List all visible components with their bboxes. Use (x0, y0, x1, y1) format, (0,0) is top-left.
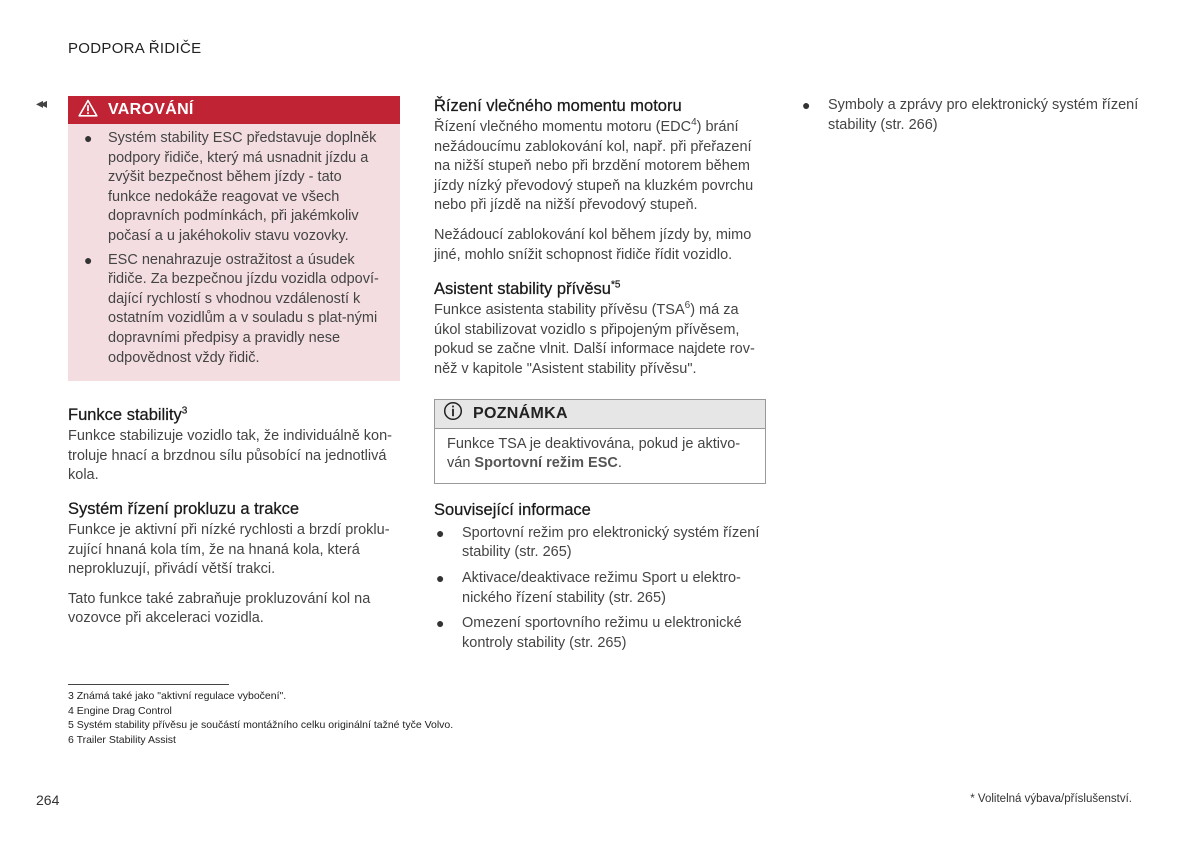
column-middle (434, 96, 766, 659)
warning-item (82, 251, 386, 369)
stability-text: Funkce stabilizuje vozidlo tak, že individuálně kon-troluje hnací a brzdnou sílu působící na jednotlivá kola. (68, 428, 393, 484)
warning-item (82, 129, 386, 247)
tsa-text (434, 301, 766, 379)
traction-text-1: Funkce je aktivní při nízké rychlosti a brzdí proklu-zující hnaná kola tím, že na hnaná kola, která neprokluzují, přivádí větší trakci. (68, 521, 390, 578)
footnote-ref[interactable]: 3 (181, 405, 188, 417)
warning-item-text: Systém stability ESC představuje doplněk podpory řidiče, který má usnadnit jízdu a zvýšit bezpečnost během jízdy - tato funkce nedokáže reagovat ve všech dopravních podmínkách, při jakémkoliv počasí a u jakéhokoliv stavu vozovky. (108, 130, 377, 244)
section-title-related: Související informace (434, 500, 591, 519)
page-header: PODPORA ŘIDIČE (68, 40, 202, 57)
related-list (434, 524, 766, 654)
warning-list (68, 124, 400, 381)
footnotes (68, 689, 453, 747)
note-text (435, 429, 765, 483)
note-box (434, 399, 766, 484)
section-title-tsa (434, 279, 766, 299)
bullet-icon: ● (802, 97, 811, 113)
bullet-icon: ● (84, 251, 93, 268)
related-list-continued (800, 96, 1140, 135)
warning-label: VAROVÁNÍ (108, 101, 194, 118)
related-item-text[interactable]: Omezení sportovního režimu u elektronické kontroly stability (str. 265) (462, 615, 742, 651)
bullet-icon: ● (84, 130, 93, 146)
info-circle-icon (443, 401, 463, 426)
tsa-section (434, 279, 766, 379)
bullet-icon: ● (436, 569, 445, 586)
bullet-icon: ● (436, 615, 445, 632)
related-item[interactable] (434, 614, 766, 653)
column-left (68, 96, 400, 629)
heading-text: Asistent stability přívěsu (434, 280, 611, 299)
footnote-ref[interactable]: 6 (684, 300, 691, 312)
edc-text-1 (434, 118, 766, 216)
warning-item-text: ESC nenahrazuje ostražitost a úsudek řidiče. Za bezpečnou jízdu vozidla odpoví-dající rychlostí s vhodnou vzdáleností k ostatním vozidlům a v souladu s plat-nými dopravními předpisy a pravidly nese odpovědnost vždy řidič. (108, 251, 379, 366)
traction-section (68, 499, 400, 629)
page-number: 264 (36, 792, 60, 808)
related-item-text[interactable]: Sportovní režim pro elektronický systém řízení stability (str. 265) (462, 524, 760, 561)
text-span: ) brání nežádoucímu zablokování kol, např. při přeřazení na nižší stupeň nebo při brzdění motorem během jízdy nízký převodový stupeň na kluzkém povrchu nebo při jízdě na nižší převodový stupeň. (434, 119, 754, 214)
footnote-4: 4 Engine Drag Control (68, 704, 172, 717)
double-chevron-left-icon[interactable]: ◂◂ (36, 95, 45, 111)
section-title-traction: Systém řízení prokluzu a trakce (68, 499, 300, 518)
related-item-text[interactable]: Symboly a zprávy pro elektronický systém řízení stability (str. 266) (828, 97, 1139, 133)
stability-section (68, 405, 400, 486)
note-label: POZNÁMKA (473, 404, 568, 422)
text-span: Funkce asistenta stability přívěsu (TSA (434, 302, 685, 319)
footnote-6: 6 Trailer Stability Assist (68, 733, 176, 746)
footnote-3: 3 Známá také jako "aktivní regulace vybočení". (68, 690, 287, 702)
section-title-stability (68, 405, 400, 425)
text-span: Řízení vlečného momentu motoru (EDC (434, 119, 692, 135)
warning-header (68, 96, 400, 124)
warning-triangle-icon (78, 99, 98, 122)
footnote-ref[interactable]: *5 (611, 279, 621, 291)
edc-section (434, 96, 766, 265)
related-item[interactable] (434, 524, 766, 563)
section-title-edc: Řízení vlečného momentu motoru (434, 97, 682, 115)
footnote-ref[interactable]: 4 (691, 117, 697, 129)
footnote-divider (68, 684, 229, 685)
note-header (435, 400, 765, 429)
text-span: ) má za úkol stabilizovat vozidlo s připojeným přívěsem, pokud se začne vlnit. Další informace najdete rov-něž v kapitole "Asistent stability přívěsu". (434, 302, 755, 377)
related-section (434, 500, 766, 654)
warning-box (68, 96, 400, 381)
related-item[interactable] (800, 96, 1140, 135)
text-span: Funkce TSA je deaktivována, pokud je aktivo-ván (447, 435, 741, 472)
column-right (800, 96, 1140, 141)
heading-text: Funkce stability (68, 406, 182, 425)
traction-text-2: Tato funkce také zabraňuje prokluzování kol na vozovce při akceleraci vozidla. (68, 590, 371, 627)
related-item-text[interactable]: Aktivace/deaktivace režimu Sport u elektro-nického řízení stability (str. 265) (462, 569, 741, 606)
footnote-5: 5 Systém stability přívěsu je součástí montážního celku originální tažné tyče Volvo. (68, 719, 454, 731)
text-span: . (617, 455, 622, 472)
optional-equipment-note: * Volitelná výbava/příslušenství. (970, 793, 1132, 805)
sport-mode-esc-link[interactable]: Sportovní režim ESC (474, 455, 618, 472)
related-item[interactable] (434, 569, 766, 608)
bullet-icon: ● (436, 524, 445, 541)
edc-text-2: Nežádoucí zablokování kol během jízdy by, mimo jiné, mohlo snížit schopnost řidiče řídit vozidlo. (434, 226, 752, 263)
